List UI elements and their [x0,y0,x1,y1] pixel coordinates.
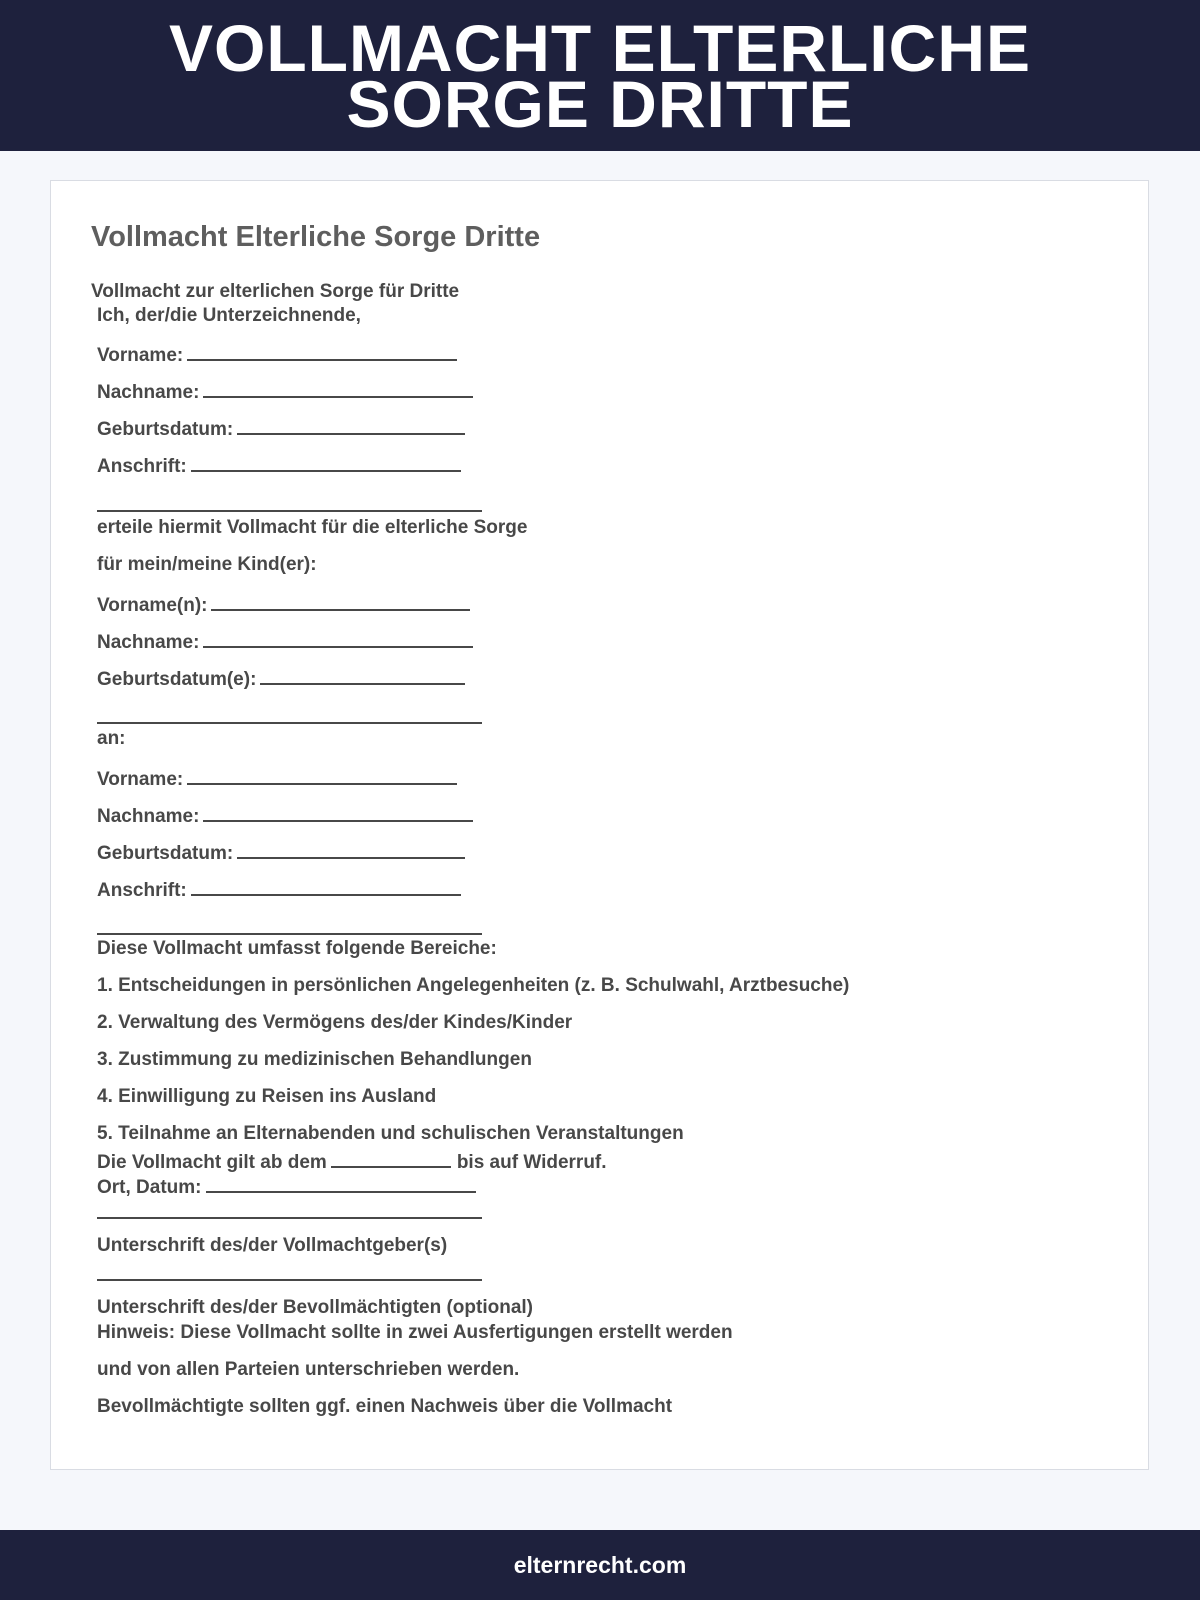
child-last-name-label: Nachname: [97,632,200,653]
note-line-2: und von allen Parteien unterschrieben werden. [97,1359,520,1380]
header-banner [0,0,1200,151]
child-birth-field[interactable] [97,665,465,691]
proxy-birth-label: Geburtsdatum: [97,843,234,864]
grant-text-2: für mein/meine Kind(er): [97,554,317,575]
place-date-label: Ort, Datum: [97,1177,202,1198]
scope-item: 5. Teilnahme an Elternabenden und schulischen Veranstaltungen [97,1123,684,1144]
child-first-name-blank[interactable] [211,591,470,611]
banner-title [168,10,1032,141]
footer-site-link[interactable]: elternrecht.com [513,1551,687,1578]
to-label: an: [97,728,126,749]
grantor-birth-label: Geburtsdatum: [97,419,234,440]
proxy-birth-blank[interactable] [237,839,465,859]
grantor-address-label: Anschrift: [97,456,187,477]
grantor-last-name-blank[interactable] [203,378,473,398]
scope-heading: Diese Vollmacht umfasst folgende Bereiche: [97,938,497,959]
banner-title-line-1: VOLLMACHT ELTERLICHE [168,10,1032,85]
document-card [50,180,1149,1470]
footer-bar [0,1530,1200,1600]
note-line-1: Hinweis: Diese Vollmacht sollte in zwei Ausfertigungen erstellt werden [97,1322,733,1343]
validity-date-blank[interactable] [331,1148,451,1168]
grantor-address-extra-line[interactable] [97,510,482,512]
note-line-3: Bevollmächtigte sollten ggf. einen Nachweis über die Vollmacht [97,1396,673,1417]
child-last-name-field[interactable] [97,628,473,654]
child-first-name-label: Vorname(n): [97,595,208,616]
grantor-address-blank[interactable] [191,452,461,472]
child-birth-label: Geburtsdatum(e): [97,669,257,690]
scope-item: 2. Verwaltung des Vermögens des/der Kindes/Kinder [97,1012,573,1033]
proxy-last-name-label: Nachname: [97,806,200,827]
document-title: Vollmacht Elterliche Sorge Dritte [91,221,541,253]
scope-item: 3. Zustimmung zu medizinischen Behandlungen [97,1049,532,1070]
child-birth-blank[interactable] [260,665,465,685]
signature-proxy-label: Unterschrift des/der Bevollmächtigten (optional) [97,1297,533,1318]
place-date-blank[interactable] [206,1173,476,1193]
proxy-birth-field[interactable] [97,839,465,865]
grant-text-1: erteile hiermit Vollmacht für die elterliche Sorge [97,517,528,538]
document-body [51,181,1148,1469]
intro-heading: Vollmacht zur elterlichen Sorge für Dritte [91,281,460,302]
proxy-first-name-field[interactable] [97,765,457,791]
banner-title-line-2: SORGE DRITTE [346,66,854,141]
signature-proxy-line[interactable] [97,1279,482,1281]
proxy-address-extra-line[interactable] [97,933,482,935]
grantor-first-name-blank[interactable] [187,341,457,361]
grantor-last-name-field[interactable] [97,378,473,404]
validity-line [97,1148,607,1174]
validity-prefix: Die Vollmacht gilt ab dem [97,1152,327,1173]
proxy-last-name-field[interactable] [97,802,473,828]
intro-text: Ich, der/die Unterzeichnende, [97,305,361,326]
proxy-first-name-blank[interactable] [187,765,457,785]
scope-item: 1. Entscheidungen in persönlichen Angelegenheiten (z. B. Schulwahl, Arztbesuche) [97,975,850,996]
grantor-birth-blank[interactable] [237,415,465,435]
scope-item: 4. Einwilligung zu Reisen ins Ausland [97,1086,437,1107]
grantor-first-name-label: Vorname: [97,345,184,366]
proxy-address-label: Anschrift: [97,880,187,901]
child-last-name-blank[interactable] [203,628,473,648]
signature-grantor-label: Unterschrift des/der Vollmachtgeber(s) [97,1235,448,1256]
grantor-address-field[interactable] [97,452,461,478]
child-first-name-field[interactable] [97,591,470,617]
place-date-field[interactable] [97,1173,476,1199]
signature-grantor-line[interactable] [97,1217,482,1219]
proxy-address-field[interactable] [97,876,461,902]
validity-suffix: bis auf Widerruf. [456,1152,607,1173]
grantor-birth-field[interactable] [97,415,465,441]
grantor-first-name-field[interactable] [97,341,457,367]
proxy-last-name-blank[interactable] [203,802,473,822]
grantor-last-name-label: Nachname: [97,382,200,403]
proxy-first-name-label: Vorname: [97,769,184,790]
child-extra-line[interactable] [97,722,482,724]
proxy-address-blank[interactable] [191,876,461,896]
